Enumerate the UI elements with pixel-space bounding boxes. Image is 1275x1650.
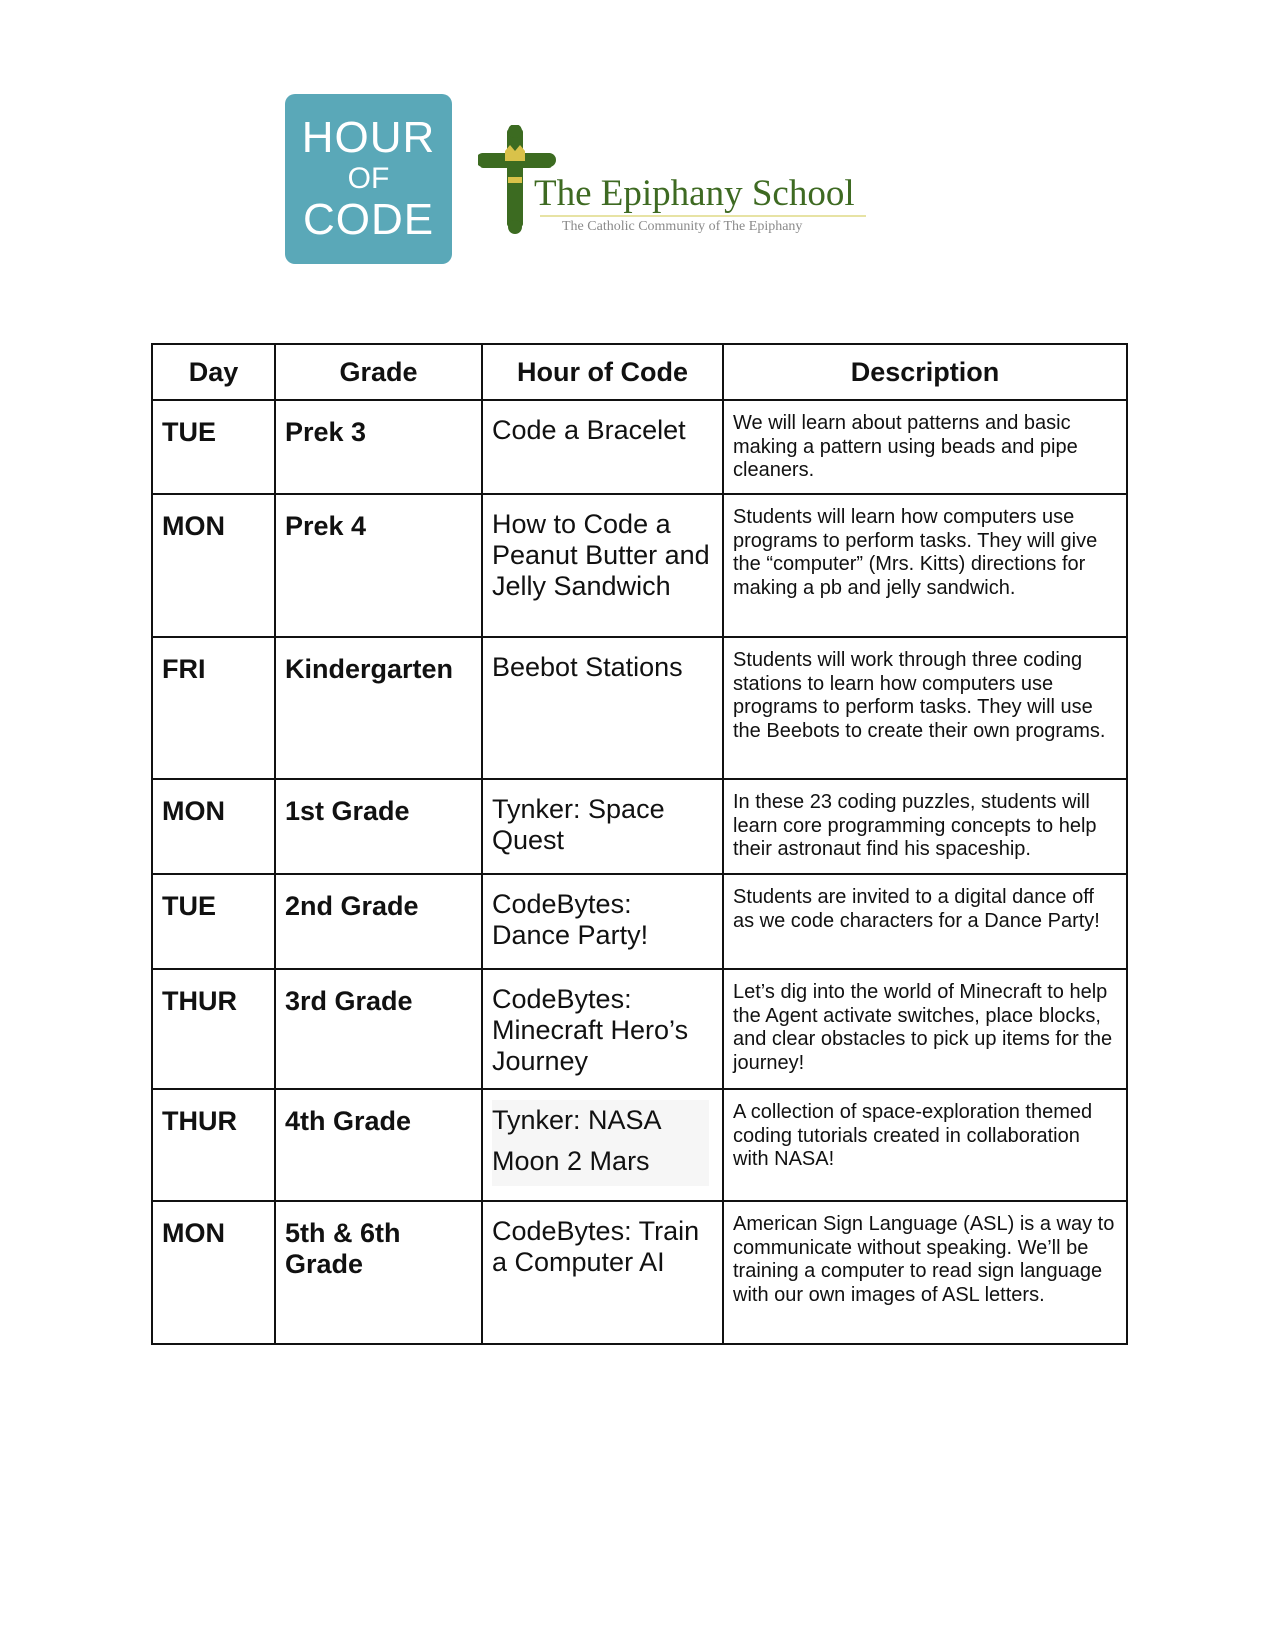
hoc-logo-line2: OF <box>347 162 390 195</box>
cell-day: THUR <box>152 1089 275 1201</box>
hoc-logo-line3: CODE <box>302 195 435 244</box>
table-row <box>152 637 1127 779</box>
cell-grade: Prek 3 <box>275 400 482 494</box>
header-hour-of-code: Hour of Code <box>482 344 723 400</box>
table-row <box>152 969 1127 1089</box>
cell-grade: 4th Grade <box>275 1089 482 1201</box>
table-header-row <box>152 344 1127 400</box>
table-row <box>152 874 1127 969</box>
cell-hour-of-code: How to Code a Peanut Butter and Jelly Sandwich <box>482 494 723 637</box>
cell-day: MON <box>152 779 275 874</box>
table-row <box>152 1089 1127 1201</box>
cell-description: A collection of space-exploration themed coding tutorials created in collaboration with NASA! <box>723 1089 1127 1201</box>
cell-grade: 1st Grade <box>275 779 482 874</box>
cell-hour-of-code: CodeBytes: Dance Party! <box>482 874 723 969</box>
cell-grade: 5th & 6th Grade <box>275 1201 482 1344</box>
cell-day: THUR <box>152 969 275 1089</box>
cell-description: Students will learn how computers use programs to perform tasks. They will give the “computer” (Mrs. Kitts) directions for making a pb and jelly sandwich. <box>723 494 1127 637</box>
table-row <box>152 779 1127 874</box>
cell-day: TUE <box>152 874 275 969</box>
cell-day: MON <box>152 494 275 637</box>
school-logo <box>478 120 898 240</box>
cell-grade: 2nd Grade <box>275 874 482 969</box>
school-name-underline <box>540 215 866 217</box>
cell-grade: Kindergarten <box>275 637 482 779</box>
cell-day: TUE <box>152 400 275 494</box>
highlighted-activity: Tynker: NASA Moon 2 Mars <box>492 1100 709 1186</box>
table-row <box>152 400 1127 494</box>
cell-grade: 3rd Grade <box>275 969 482 1089</box>
cell-description: Students are invited to a digital dance off as we code characters for a Dance Party! <box>723 874 1127 969</box>
cell-description: Let’s dig into the world of Minecraft to help the Agent activate switches, place blocks, and clear obstacles to pick up items for the journey! <box>723 969 1127 1089</box>
cell-hour-of-code <box>482 1089 723 1201</box>
cell-description: We will learn about patterns and basic making a pattern using beads and pipe cleaners. <box>723 400 1127 494</box>
cell-description: Students will work through three coding stations to learn how computers use programs to perform tasks. They will use the Beebots to create their own programs. <box>723 637 1127 779</box>
cell-day: FRI <box>152 637 275 779</box>
cell-description: American Sign Language (ASL) is a way to communicate without speaking. We’ll be training a computer to read sign language with our own images of ASL letters. <box>723 1201 1127 1344</box>
cell-hour-of-code: Tynker: Space Quest <box>482 779 723 874</box>
header-grade: Grade <box>275 344 482 400</box>
cell-description: In these 23 coding puzzles, students will learn core programming concepts to help their astronaut find his spaceship. <box>723 779 1127 874</box>
cell-day: MON <box>152 1201 275 1344</box>
school-name: The Epiphany School <box>534 173 855 214</box>
header-description: Description <box>723 344 1127 400</box>
school-tagline: The Catholic Community of The Epiphany <box>562 219 803 234</box>
cell-grade: Prek 4 <box>275 494 482 637</box>
cell-hour-of-code: Code a Bracelet <box>482 400 723 494</box>
cell-hour-of-code: Beebot Stations <box>482 637 723 779</box>
hoc-logo-line1: HOUR <box>301 113 436 162</box>
table-row <box>152 1201 1127 1344</box>
cell-hour-of-code: CodeBytes: Train a Computer AI <box>482 1201 723 1344</box>
cell-hour-of-code: CodeBytes: Minecraft Hero’s Journey <box>482 969 723 1089</box>
header-day: Day <box>152 344 275 400</box>
table-row <box>152 494 1127 637</box>
hour-of-code-schedule-table <box>151 343 1128 1345</box>
hour-of-code-logo <box>285 94 452 264</box>
